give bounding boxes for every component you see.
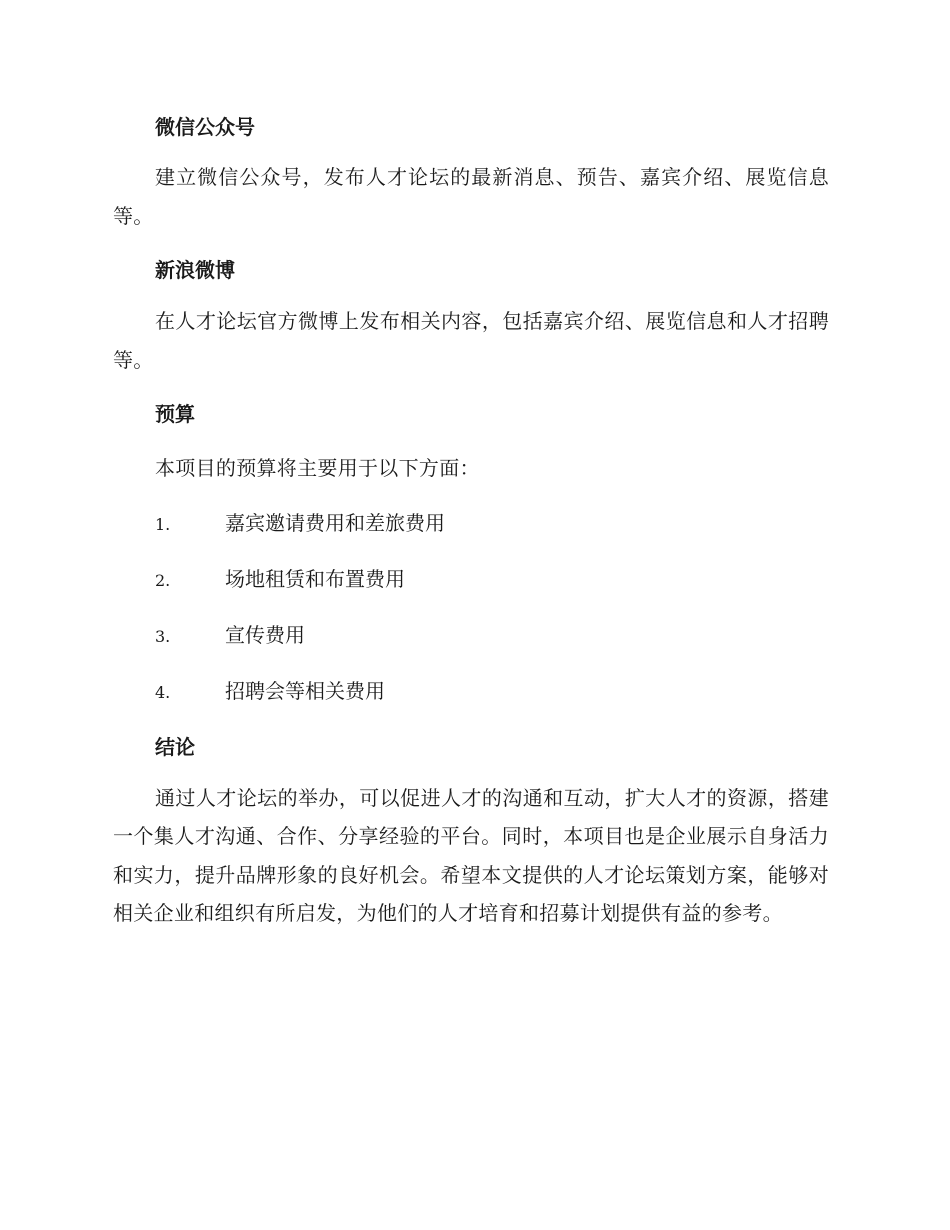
heading-weibo: 新浪微博 [155, 258, 235, 282]
list-number: 4. [155, 682, 171, 702]
list-text: 嘉宾邀请费用和差旅费用 [225, 510, 445, 535]
paragraph-wechat: 建立微信公众号，发布人才论坛的最新消息、预告、嘉宾介绍、展览信息等。 [113, 165, 829, 228]
document-page [113, 108, 829, 933]
list-item [113, 560, 829, 600]
budget-list [113, 504, 829, 712]
heading-conclusion: 结论 [155, 734, 195, 759]
heading-wechat: 微信公众号 [155, 115, 255, 139]
list-number: 3. [155, 626, 171, 646]
list-text: 场地租赁和布置费用 [225, 566, 405, 591]
list-number: 1. [155, 514, 171, 534]
list-text: 宣传费用 [225, 622, 305, 647]
list-text: 招聘会等相关费用 [225, 678, 385, 703]
list-number: 2. [155, 570, 171, 590]
list-item [113, 672, 829, 712]
paragraph-conclusion: 通过人才论坛的举办，可以促进人才的沟通和互动，扩大人才的资源，搭建一个集人才沟通、合作、分享经验的平台。同时，本项目也是企业展示自身活力和实力，提升品牌形象的良好机会。希望本文提供的人才论坛策划方案，能够对相关企业和组织有所启发，为他们的人才培育和招募计划提供有益的参考。 [113, 785, 829, 925]
list-item [113, 504, 829, 544]
list-item [113, 616, 829, 656]
heading-budget: 预算 [155, 402, 195, 426]
paragraph-budget-intro: 本项目的预算将主要用于以下方面： [155, 456, 480, 480]
paragraph-weibo: 在人才论坛官方微博上发布相关内容，包括嘉宾介绍、展览信息和人才招聘等。 [113, 309, 829, 372]
